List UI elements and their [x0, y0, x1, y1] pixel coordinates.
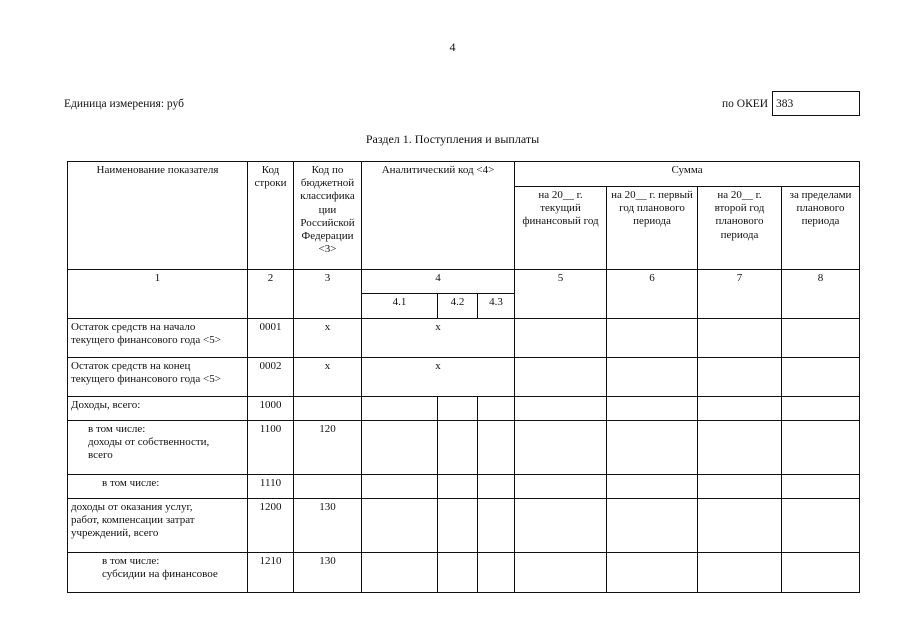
sub-number-4-1: 4.1: [362, 294, 438, 319]
sum-cell: [607, 421, 698, 475]
sum-cell: [698, 553, 782, 593]
header-name: Наименование показателя: [68, 162, 248, 270]
row-kbk: [294, 397, 362, 421]
sum-cell: [698, 319, 782, 358]
row-analytic: x: [362, 358, 515, 397]
analytic-cell-4-1: [362, 475, 438, 499]
page-number: 4: [449, 40, 456, 54]
row-code: 1200: [248, 499, 294, 553]
table-row: [68, 421, 860, 475]
col-number-7: 7: [698, 270, 782, 319]
analytic-cell-4-3: [478, 397, 515, 421]
sum-cell: [607, 499, 698, 553]
sum-cell: [515, 475, 607, 499]
sum-cell: [782, 421, 860, 475]
row-name: в том числе: доходы от собственности, всего: [68, 421, 248, 475]
okei-code-field: 383: [772, 91, 860, 116]
unit-of-measure-label: Единица измерения: руб: [64, 98, 184, 110]
row-code: 1000: [248, 397, 294, 421]
sum-cell: [782, 499, 860, 553]
row-name: Остаток средств на начало текущего финансового года <5>: [68, 319, 248, 358]
header-year-second: на 20__ г. второй год планового периода: [698, 187, 782, 270]
row-name: Доходы, всего:: [68, 397, 248, 421]
header-code-row: Код строки: [248, 162, 294, 270]
table-row: [68, 499, 860, 553]
col-number-8: 8: [782, 270, 860, 319]
row-name: в том числе:: [68, 475, 248, 499]
sum-cell: [607, 397, 698, 421]
analytic-cell-4-1: [362, 499, 438, 553]
row-kbk: [294, 475, 362, 499]
sum-cell: [782, 358, 860, 397]
analytic-cell-4-3: [478, 553, 515, 593]
section-title: Раздел 1. Поступления и выплаты: [365, 132, 540, 146]
header-analytic: Аналитический код <4>: [362, 162, 515, 270]
row-code: 1210: [248, 553, 294, 593]
sub-number-4-2: 4.2: [438, 294, 478, 319]
header-code-budget: Код по бюджетной классифика ции Российской Федерации <3>: [294, 162, 362, 270]
row-kbk: 130: [294, 499, 362, 553]
sum-cell: [698, 421, 782, 475]
col-number-6: 6: [607, 270, 698, 319]
sum-cell: [782, 397, 860, 421]
sum-cell: [607, 475, 698, 499]
header-year-current: на 20__ г. текущий финансовый год: [515, 187, 607, 270]
sum-cell: [698, 358, 782, 397]
table-row: [68, 553, 860, 593]
sum-cell: [607, 358, 698, 397]
row-kbk: 120: [294, 421, 362, 475]
row-code: 0002: [248, 358, 294, 397]
analytic-cell-4-2: [438, 475, 478, 499]
sum-cell: [515, 553, 607, 593]
row-name: Остаток средств на конец текущего финансового года <5>: [68, 358, 248, 397]
sum-cell: [782, 553, 860, 593]
sum-cell: [782, 319, 860, 358]
sum-cell: [515, 397, 607, 421]
col-number-4: 4: [362, 270, 515, 294]
sum-cell: [607, 553, 698, 593]
receipts-payments-table: [67, 161, 860, 593]
col-number-2: 2: [248, 270, 294, 319]
col-number-5: 5: [515, 270, 607, 319]
table-row: [68, 319, 860, 358]
sum-cell: [698, 475, 782, 499]
row-name: доходы от оказания услуг, работ, компенсации затрат учреждений, всего: [68, 499, 248, 553]
col-number-1: 1: [68, 270, 248, 319]
row-code: 1100: [248, 421, 294, 475]
header-year-first: на 20__ г. первый год планового периода: [607, 187, 698, 270]
okei-label: по ОКЕИ: [722, 98, 769, 110]
row-kbk: 130: [294, 553, 362, 593]
header-sum: Сумма: [515, 162, 860, 187]
table-row: [68, 475, 860, 499]
sum-cell: [515, 319, 607, 358]
col-number-3: 3: [294, 270, 362, 319]
analytic-cell-4-3: [478, 475, 515, 499]
analytic-cell-4-2: [438, 499, 478, 553]
sum-cell: [515, 499, 607, 553]
row-kbk: x: [294, 319, 362, 358]
sum-cell: [607, 319, 698, 358]
row-code: 0001: [248, 319, 294, 358]
table-row: [68, 358, 860, 397]
row-name: в том числе: субсидии на финансовое: [68, 553, 248, 593]
analytic-cell-4-1: [362, 421, 438, 475]
analytic-cell-4-1: [362, 397, 438, 421]
row-analytic: x: [362, 319, 515, 358]
analytic-cell-4-3: [478, 499, 515, 553]
analytic-cell-4-3: [478, 421, 515, 475]
analytic-cell-4-1: [362, 553, 438, 593]
sum-cell: [515, 358, 607, 397]
column-number-row: [68, 270, 860, 294]
table-row: [68, 397, 860, 421]
header-row: [68, 162, 860, 187]
row-code: 1110: [248, 475, 294, 499]
row-kbk: x: [294, 358, 362, 397]
analytic-cell-4-2: [438, 553, 478, 593]
analytic-cell-4-2: [438, 397, 478, 421]
sub-number-4-3: 4.3: [478, 294, 515, 319]
sum-cell: [782, 475, 860, 499]
header-beyond: за пределами планового периода: [782, 187, 860, 270]
analytic-cell-4-2: [438, 421, 478, 475]
sum-cell: [698, 499, 782, 553]
sum-cell: [698, 397, 782, 421]
sum-cell: [515, 421, 607, 475]
